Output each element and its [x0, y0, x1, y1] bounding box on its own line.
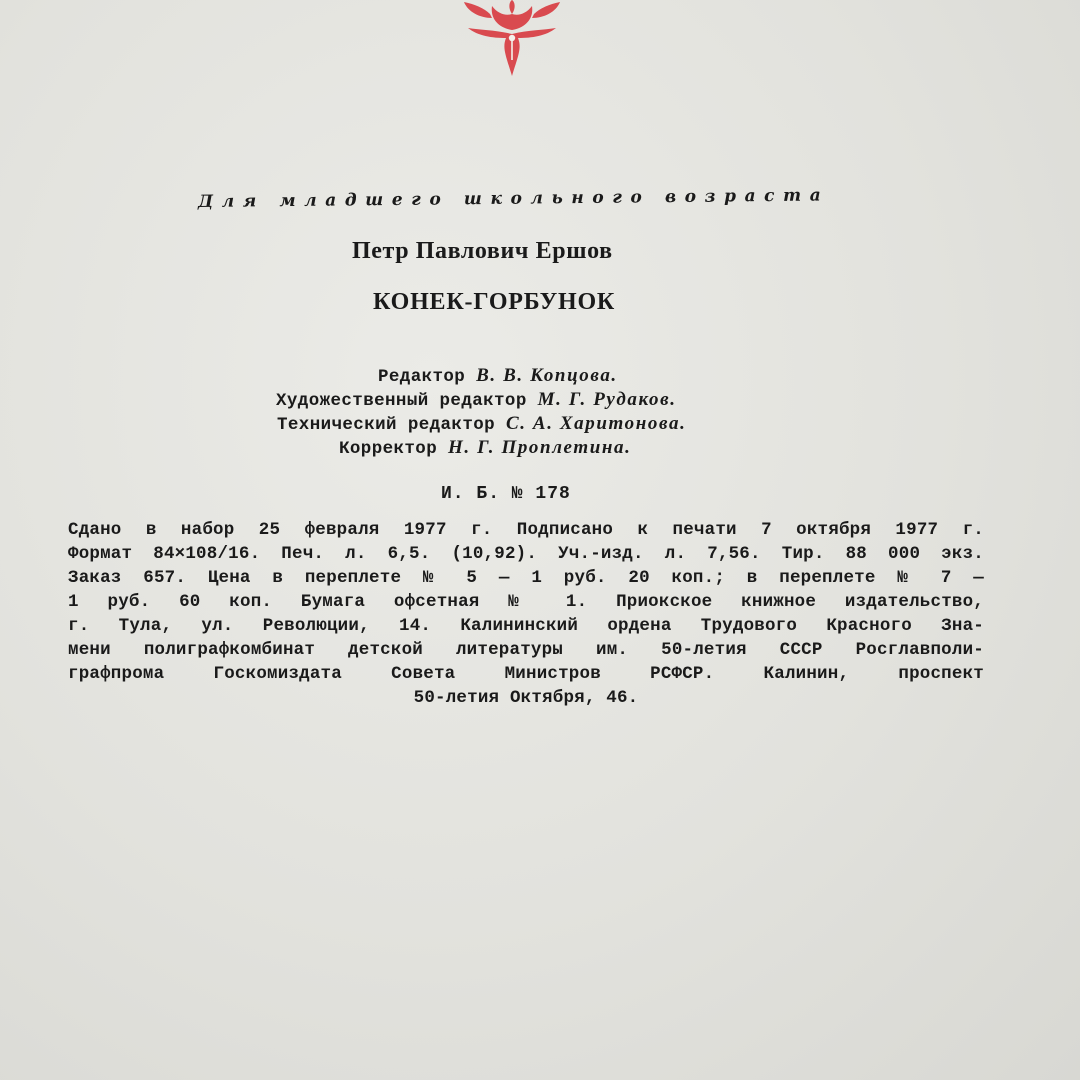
credit-art-editor — [276, 389, 677, 411]
credit-person: В. В. Копцова. — [476, 365, 618, 386]
imprint-line: Заказ 657. Цена в переплете № 5 — 1 руб. 20 коп.; в переплете № 7 — — [68, 568, 984, 588]
author-name: Петр Павлович Ершов — [352, 238, 613, 264]
imprint-line: Сдано в набор 25 февраля 1977 г. Подписано к печати 7 октября 1977 г. — [68, 520, 984, 540]
credit-role: Художественный редактор — [276, 391, 527, 411]
floral-ornament-icon — [462, 0, 562, 80]
credit-person: Н. Г. Проплетина. — [448, 437, 632, 458]
credit-person: М. Г. Рудаков. — [537, 389, 677, 410]
imprint-line: Формат 84×108/16. Печ. л. 6,5. (10,92). Уч.-изд. л. 7,56. Тир. 88 000 экз. — [68, 544, 984, 564]
credit-role: Корректор — [339, 439, 438, 459]
credit-role: Технический редактор — [277, 415, 496, 435]
imprint-line: г. Тула, ул. Революции, 14. Калининский ордена Трудового Красного Зна- — [68, 616, 984, 636]
audience-label: Для младшего школьного возраста — [197, 185, 830, 212]
credit-proofreader — [339, 437, 631, 459]
imprint-line: 50-летия Октября, 46. — [413, 688, 639, 708]
credit-person: С. А. Харитонова. — [505, 413, 687, 434]
credit-role: Редактор — [378, 367, 466, 387]
imprint-line: 1 руб. 60 коп. Бумага офсетная № 1. Приокское книжное издательство, — [68, 592, 984, 612]
book-title: КОНЕК-ГОРБУНОК — [373, 289, 616, 315]
imprint-line: мени полиграфкомбинат детской литературы им. 50-летия СССР Росглавполи- — [68, 640, 984, 660]
imprint-line: графпрома Госкомиздата Совета Министров РСФСР. Калинин, проспект — [68, 664, 984, 684]
ib-number: И. Б. № 178 — [441, 484, 571, 504]
credit-editor — [378, 365, 618, 387]
credit-technical-editor — [277, 413, 686, 435]
